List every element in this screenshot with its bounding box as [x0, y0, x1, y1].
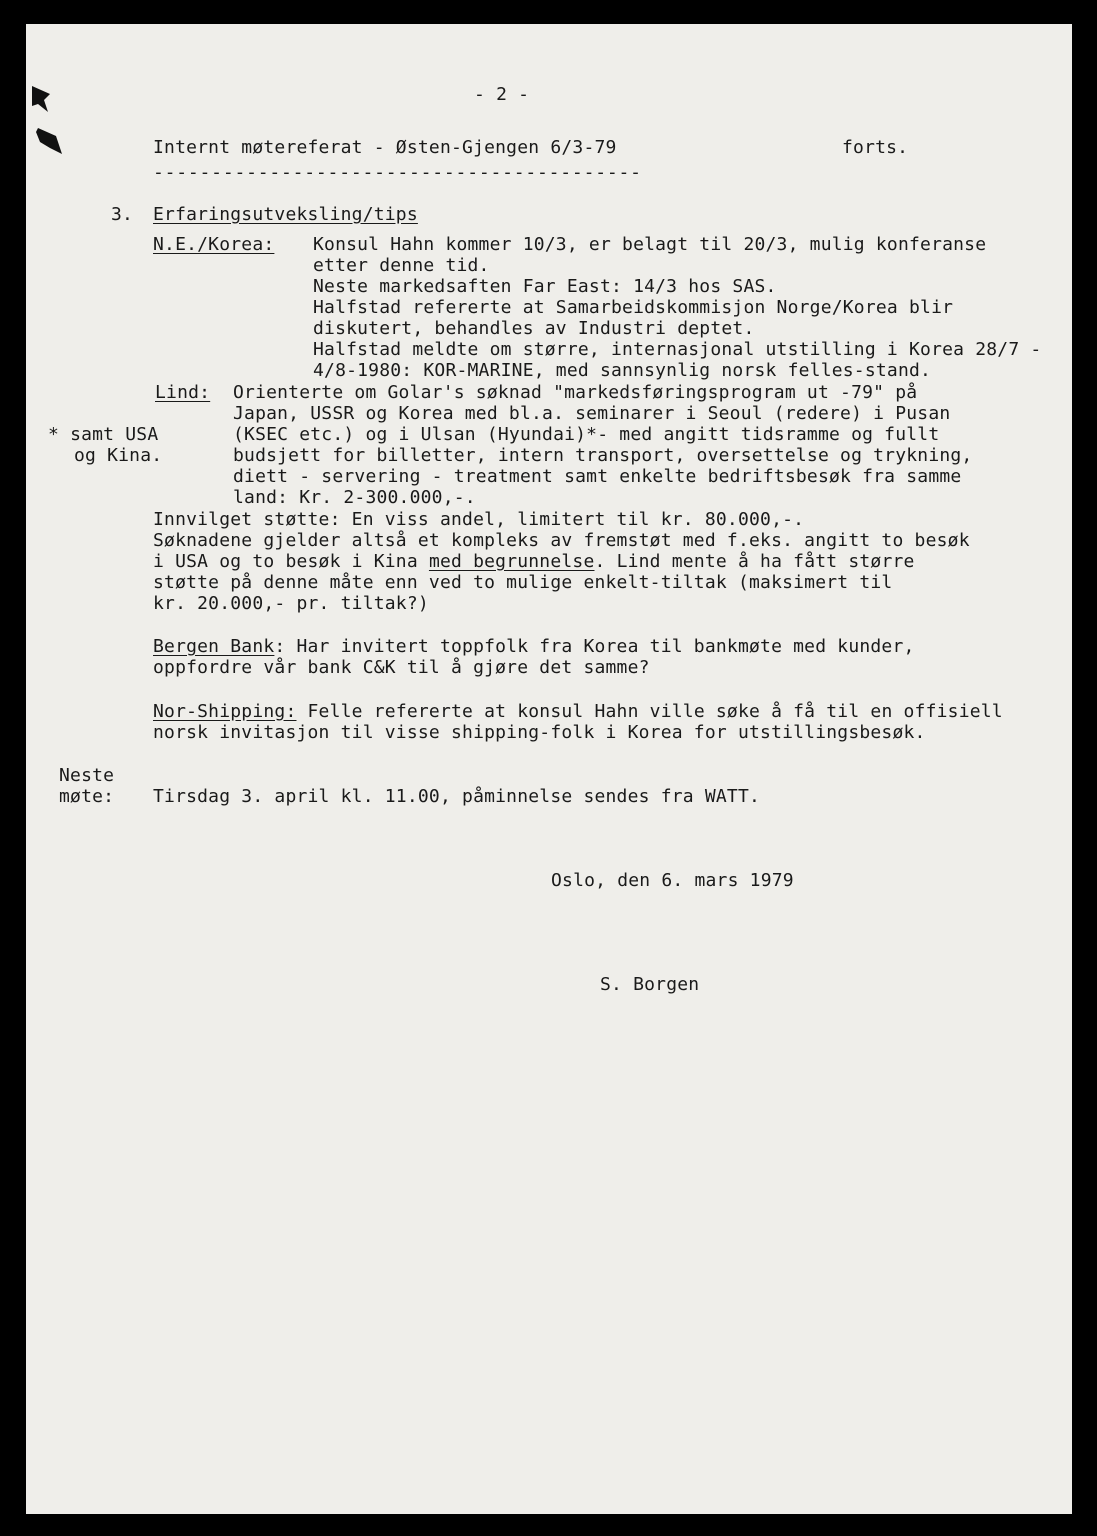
lind-line: (KSEC etc.) og i Ulsan (Hyundai)*- med angitt tidsramme og fullt	[233, 424, 940, 445]
lind-label: Lind:	[155, 382, 211, 403]
support-line-3-start: i USA og to besøk i Kina	[153, 551, 429, 572]
support-line-3-end: . Lind mente å ha fått større	[594, 551, 915, 572]
margin-note: * samt USA	[48, 424, 159, 445]
support-line: Innvilget støtte: En viss andel, limitert til kr. 80.000,-.	[153, 509, 805, 530]
support-line-3	[153, 551, 915, 572]
document-page	[26, 24, 1072, 1514]
ne-korea-line: Konsul Hahn kommer 10/3, er belagt til 20/3, mulig konferanse	[313, 234, 987, 255]
bergen-line-2: oppfordre vår bank C&K til å gjøre det samme?	[153, 657, 650, 678]
underlined-phrase: med begrunnelse	[428, 551, 595, 572]
lind-line: diett - servering - treatment samt enkelte bedriftsbesøk fra samme	[233, 466, 962, 487]
next-meeting-label: Neste	[59, 765, 115, 786]
ne-korea-line: Halfstad meldte om større, internasjonal utstilling i Korea 28/7 -	[313, 339, 1042, 360]
bergen-line-1	[153, 636, 915, 657]
ne-korea-line: diskutert, behandles av Industri deptet.	[313, 318, 755, 339]
nor-line-1	[153, 701, 1003, 722]
title-rule: ------------------------------------------	[153, 162, 642, 183]
next-meeting-label: møte:	[59, 786, 115, 807]
lind-line: land: Kr. 2-300.000,-.	[233, 487, 476, 508]
bergen-text: : Har invitert toppfolk fra Korea til bankmøte med kunder,	[274, 636, 915, 657]
nor-line-2: norsk invitasjon til visse shipping-folk i Korea for utstillingsbesøk.	[153, 722, 926, 743]
section-number: 3.	[111, 204, 134, 225]
ne-korea-line: Halfstad refererte at Samarbeidskommisjon Norge/Korea blir	[313, 297, 954, 318]
page-title: Internt møtereferat - Østen-Gjengen 6/3-79	[153, 137, 617, 158]
ne-korea-line: 4/8-1980: KOR-MARINE, med sannsynlig norsk felles-stand.	[313, 360, 932, 381]
lind-line: Japan, USSR og Korea med bl.a. seminarer i Seoul (redere) i Pusan	[233, 403, 951, 424]
page-number: - 2 -	[474, 84, 530, 105]
support-line: kr. 20.000,- pr. tiltak?)	[153, 593, 429, 614]
lind-line: Orienterte om Golar's søknad "markedsføringsprogram ut -79" på	[233, 382, 918, 403]
nor-text: Felle refererte at konsul Hahn ville søke å få til en offisiell	[296, 701, 1003, 722]
watermark	[351, 922, 407, 1031]
ne-korea-line: Neste markedsaften Far East: 14/3 hos SAS.	[313, 276, 777, 297]
continued-label: forts.	[842, 137, 909, 158]
margin-note: og Kina.	[74, 445, 163, 466]
bergen-label: Bergen Bank	[153, 636, 275, 657]
ne-korea-line: etter denne tid.	[313, 255, 490, 276]
lind-line: budsjett for billetter, intern transport, oversettelse og trykning,	[233, 445, 973, 466]
binding-marks	[28, 84, 78, 164]
section-heading: Erfaringsutveksling/tips	[153, 204, 418, 225]
support-line: støtte på denne måte enn ved to mulige enkelt-tiltak (maksimert til	[153, 572, 893, 593]
signature: S. Borgen	[600, 974, 700, 995]
next-meeting-text: Tirsdag 3. april kl. 11.00, påminnelse sendes fra WATT.	[153, 786, 761, 807]
nor-label: Nor-Shipping:	[153, 701, 297, 722]
support-line: Søknadene gjelder altså et kompleks av fremstøt med f.eks. angitt to besøk	[153, 530, 970, 551]
place-date: Oslo, den 6. mars 1979	[551, 870, 794, 891]
ne-korea-label: N.E./Korea:	[153, 234, 275, 255]
